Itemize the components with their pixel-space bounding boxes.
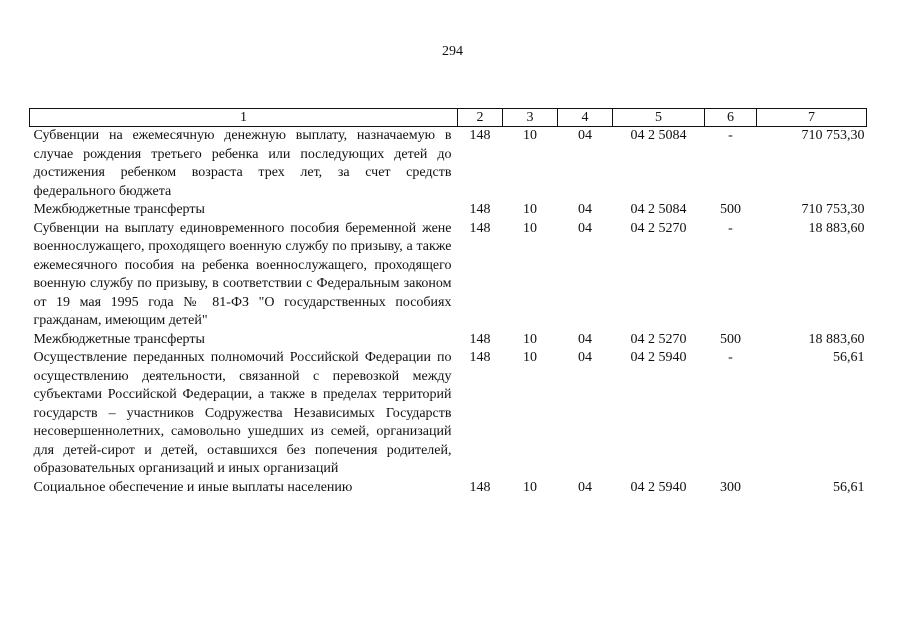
column-header: 5 (613, 109, 705, 127)
row-col5: 04 2 5270 (630, 331, 687, 347)
row-col6: - (728, 350, 733, 365)
row-description: Осуществление переданных полномочий Российской Федерации по осуществлению деятельности, связанной с перевозкой между субъектами Российской Федерации, а также в пределах территорий государств – участников Содружества Независимых Государств несовершеннолетних, самовольно ушедших из семей, организаций для детей-сирот и детей, оставшихся без попечения родителей, образовательных организаций и иных организаций (33, 350, 452, 476)
row-description: Субвенции на ежемесячную денежную выплату, назначаемую в случае рождения третьего ребенка или последующих детей до достижения ребенком возраста трех лет, за счет средств федерального бюджета (33, 128, 452, 199)
row-col4: 04 (578, 202, 592, 217)
table-row (30, 331, 867, 350)
row-col3: 10 (523, 331, 537, 347)
row-col2: 148 (469, 331, 491, 347)
table-row (30, 201, 867, 220)
row-col3: 10 (523, 202, 537, 217)
column-header: 1 (30, 109, 458, 127)
row-col6: 300 (720, 479, 741, 495)
table-row (30, 349, 867, 479)
row-col3: 10 (523, 220, 537, 236)
row-col5: 04 2 5084 (630, 202, 687, 217)
row-description: Субвенции на выплату единовременного пособия беременной жене военнослужащего, проходящего военную службу по призыву, а также ежемесячного пособия на ребенка военнослужащего, проходящего военную службу по призыву, в соответствии с Федеральным законом от 19 мая 1995 года № 81-ФЗ "О государственных пособиях гражданам, имеющим детей" (33, 220, 452, 328)
row-col6: - (728, 128, 733, 143)
row-col2: 148 (469, 202, 491, 217)
row-col6: 500 (720, 202, 741, 217)
row-amount: 18 883,60 (808, 331, 865, 347)
row-col4: 04 (578, 331, 592, 347)
row-col4: 04 (578, 479, 592, 495)
row-col3: 10 (523, 479, 537, 495)
row-amount: 18 883,60 (808, 220, 865, 236)
row-col2: 148 (469, 479, 491, 495)
row-col5: 04 2 5084 (630, 128, 687, 143)
column-header: 4 (558, 109, 613, 127)
row-description: Межбюджетные трансферты (33, 202, 205, 217)
table-header-row (30, 109, 867, 127)
row-col5: 04 2 5270 (630, 220, 687, 236)
row-col4: 04 (578, 220, 592, 236)
row-description: Межбюджетные трансферты (33, 331, 205, 347)
row-col5: 04 2 5940 (630, 479, 687, 495)
table-row (30, 479, 867, 498)
column-header: 2 (458, 109, 503, 127)
row-col2: 148 (469, 128, 491, 143)
table-row (30, 127, 867, 202)
row-col4: 04 (578, 350, 592, 365)
row-col5: 04 2 5940 (630, 350, 687, 365)
row-description: Социальное обеспечение и иные выплаты населению (33, 479, 353, 495)
row-col3: 10 (523, 128, 537, 143)
column-header: 3 (503, 109, 558, 127)
row-amount: 710 753,30 (801, 202, 865, 217)
row-col3: 10 (523, 350, 537, 365)
column-header: 6 (705, 109, 757, 127)
row-col6: 500 (720, 331, 741, 347)
budget-table (29, 108, 867, 497)
row-amount: 710 753,30 (801, 128, 865, 143)
page-number: 294 (442, 44, 463, 59)
row-col2: 148 (469, 350, 491, 365)
row-col4: 04 (578, 128, 592, 143)
table-row (30, 220, 867, 331)
column-header: 7 (757, 109, 867, 127)
row-amount: 56,61 (833, 350, 865, 365)
row-amount: 56,61 (833, 479, 865, 495)
row-col2: 148 (469, 220, 491, 236)
row-col6: - (728, 220, 733, 236)
